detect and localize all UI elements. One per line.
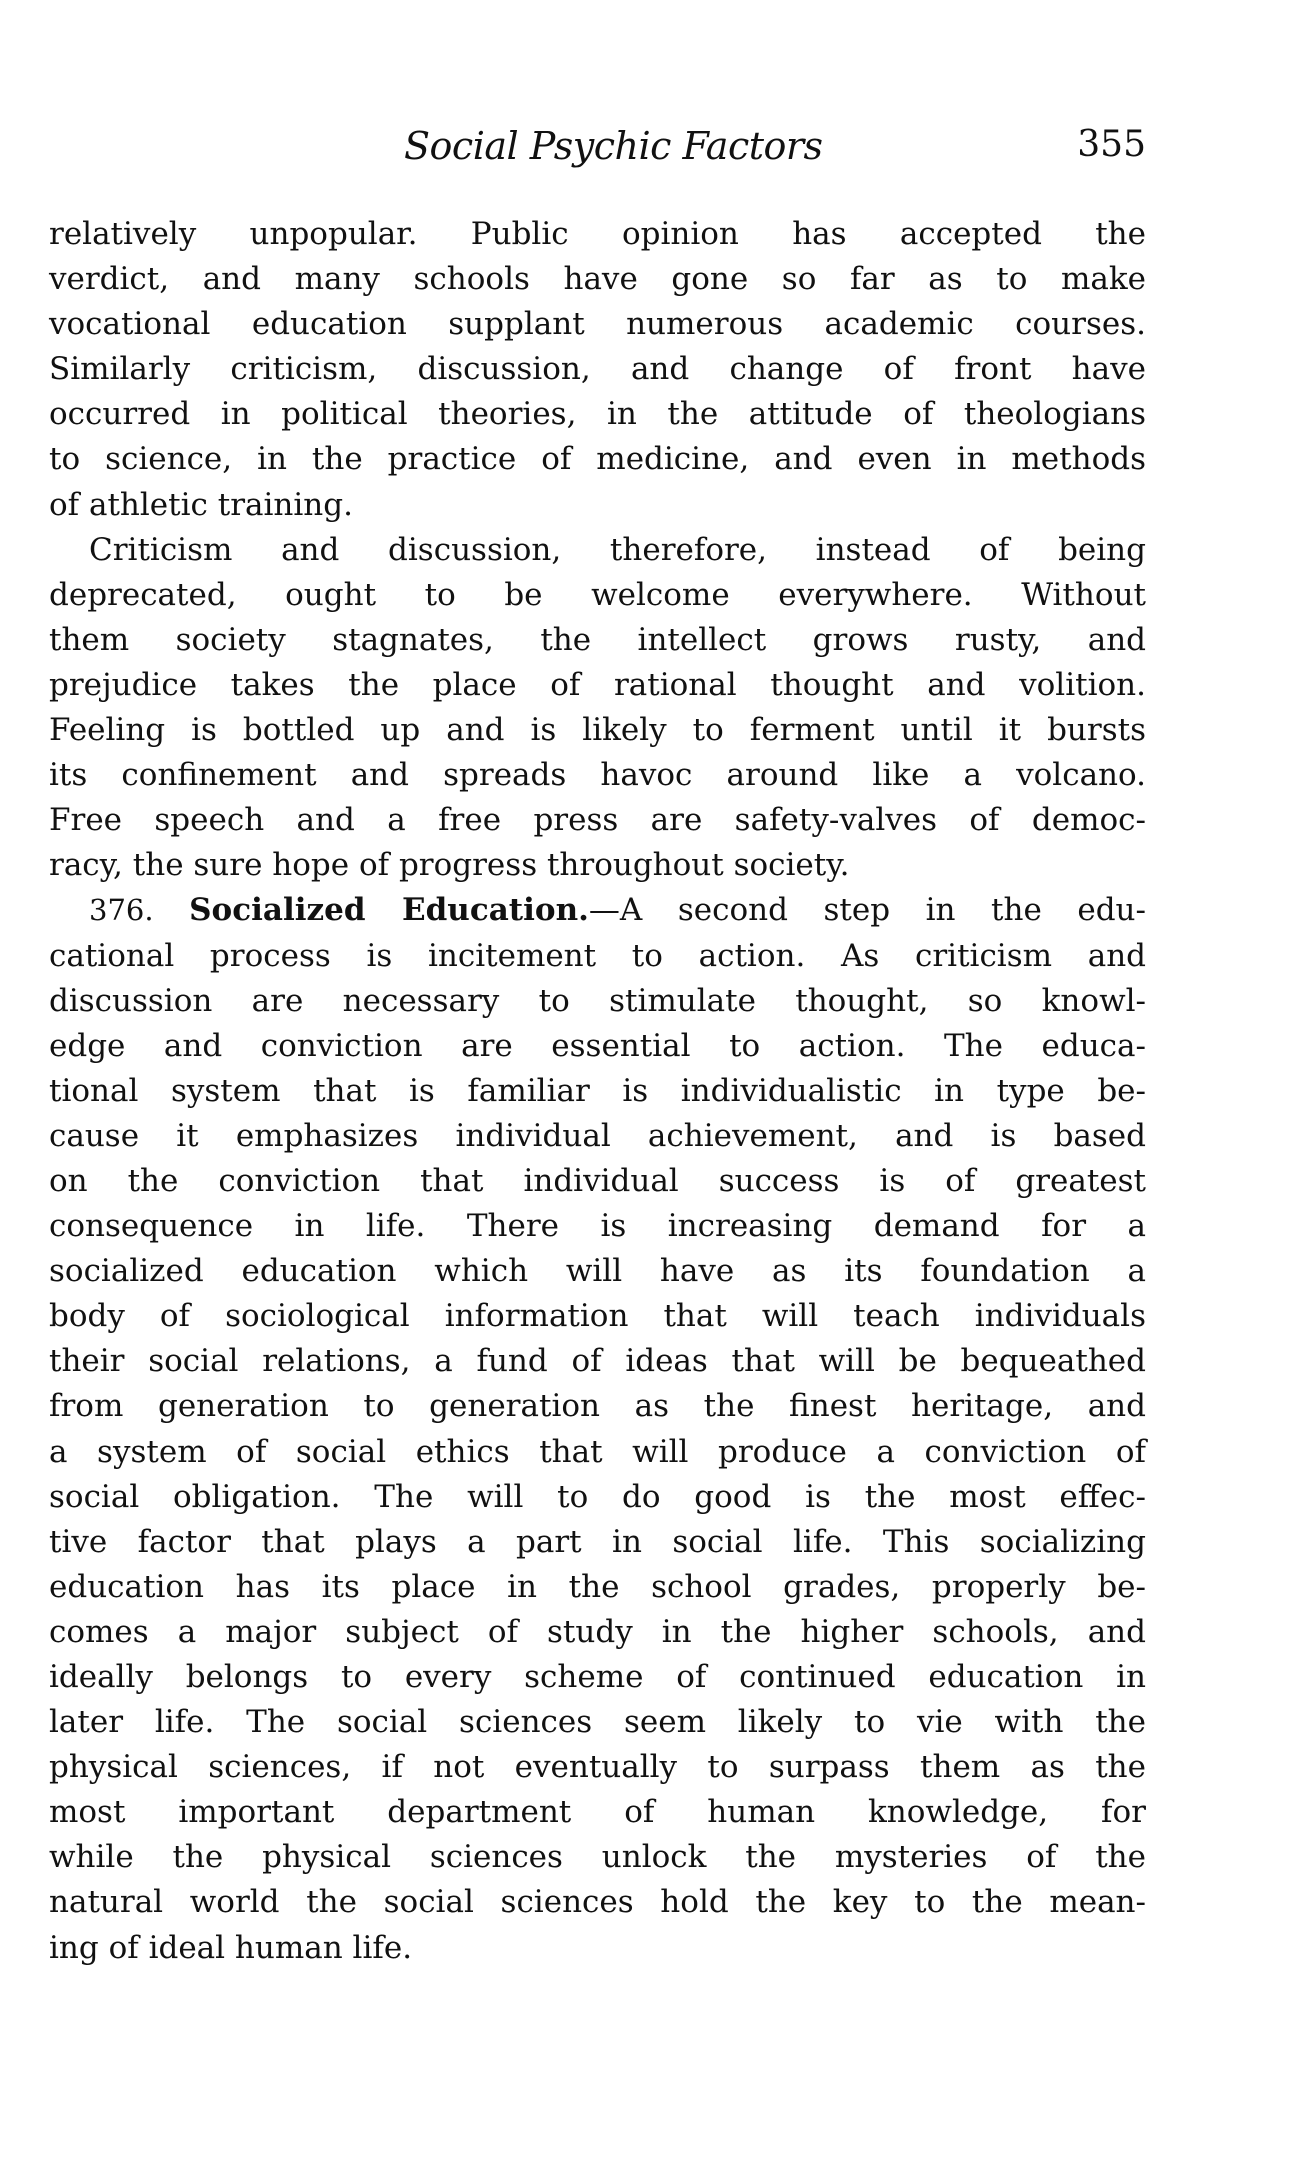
paragraph-section-376 [49, 888, 1146, 1970]
section-first-line [49, 888, 1146, 933]
text-line: tional system that is familiar is individualistic in type be- [49, 1072, 1146, 1109]
paragraph [49, 528, 1146, 889]
text-line: comes a major subject of study in the higher schools, and [49, 1613, 1146, 1650]
text-line: vocational education supplant numerous academic courses. [49, 306, 1146, 343]
text-line: on the conviction that individual success is of greatest [49, 1162, 1146, 1199]
text-line: most important department of human knowledge, for [49, 1794, 1146, 1831]
section-number: 376. [89, 893, 154, 928]
text-line: from generation to generation as the finest heritage, and [49, 1388, 1146, 1425]
text-line: tive factor that plays a part in social life. This socializing [49, 1523, 1146, 1560]
text-line: social obligation. The will to do good is the most effec- [49, 1478, 1146, 1515]
text-line: verdict, and many schools have gone so far as to make [49, 261, 1146, 298]
text-line: consequence in life. There is increasing demand for a [49, 1208, 1146, 1245]
paragraph [49, 212, 1146, 528]
text-line: education has its place in the school grades, properly be- [49, 1568, 1146, 1605]
text-line: ideally belongs to every scheme of continued education in [49, 1659, 1146, 1695]
text-line: cause it emphasizes individual achievement, and is based [49, 1117, 1146, 1154]
text-line: edge and conviction are essential to action. The educa- [49, 1027, 1146, 1064]
text-line: cational process is incitement to action. As criticism and [49, 937, 1146, 974]
text-line: —A second step in the edu- [588, 892, 1146, 929]
text-line: occurred in political theories, in the attitude of theologians [49, 396, 1146, 433]
text-line: racy, the sure hope of progress throughout society. [49, 847, 850, 884]
text-line: physical sciences, if not eventually to surpass them as the [49, 1749, 1146, 1786]
page-number: 355 [1077, 124, 1146, 165]
text-line: its confinement and spreads havoc around like a volcano. [49, 757, 1146, 794]
section-heading: Socialized Education. [189, 892, 589, 929]
text-line: a system of social ethics that will produce a conviction of [49, 1433, 1146, 1470]
text-line: socialized education which will have as its foundation a [49, 1253, 1146, 1290]
text-line: prejudice takes the place of rational thought and volition. [49, 666, 1146, 703]
text-line: relatively unpopular. Public opinion has accepted the [49, 216, 1146, 252]
text-line: their social relations, a fund of ideas that will be bequeathed [49, 1343, 1146, 1380]
text-line: later life. The social sciences seem likely to vie with the [49, 1704, 1146, 1741]
text-line: body of sociological information that will teach individuals [49, 1298, 1146, 1335]
text-line: Criticism and discussion, therefore, instead of being [89, 531, 1146, 568]
text-line: natural world the social sciences hold the key to the mean- [49, 1884, 1146, 1921]
text-line: Similarly criticism, discussion, and change of front have [49, 351, 1146, 388]
text-line: Feeling is bottled up and is likely to ferment until it bursts [49, 712, 1146, 749]
chapter-title: Social Psychic Factors [404, 124, 823, 168]
running-head [49, 124, 1146, 174]
text-line: to science, in the practice of medicine, and even in methods [49, 441, 1146, 478]
text-line: discussion are necessary to stimulate thought, so knowl- [49, 982, 1146, 1019]
body-text [49, 212, 1146, 1971]
text-line: them society stagnates, the intellect grows rusty, and [49, 621, 1146, 658]
text-line: Free speech and a free press are safety-valves of democ- [49, 802, 1146, 839]
text-line: of athletic training. [49, 486, 353, 523]
text-line: deprecated, ought to be welcome everywhere. Without [49, 576, 1146, 613]
text-line: while the physical sciences unlock the mysteries of the [49, 1839, 1146, 1876]
text-line: ing of ideal human life. [49, 1929, 413, 1966]
